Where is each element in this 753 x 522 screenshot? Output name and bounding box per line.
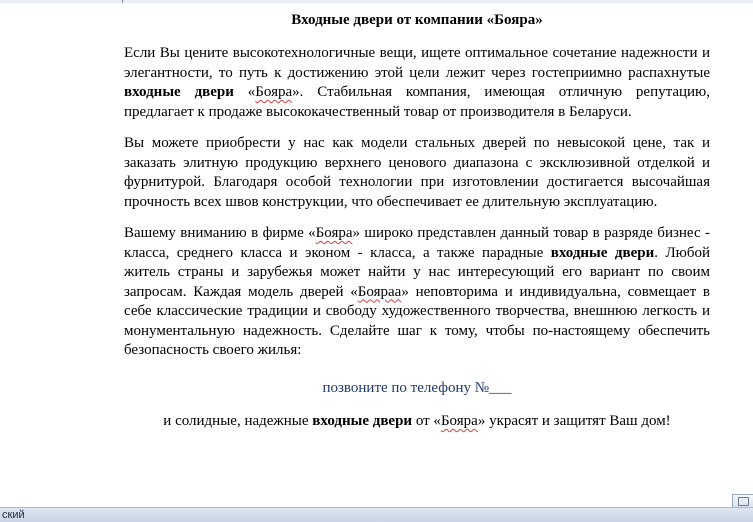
closing-text: и солидные, надежные <box>163 413 313 429</box>
paragraph-1 <box>124 44 710 122</box>
paragraph-3 <box>124 224 710 361</box>
p1-quote-open: « <box>233 84 256 100</box>
closing-bold: входные двери <box>312 413 413 429</box>
closing-text-mid: от « <box>412 413 441 429</box>
p1-text-end: ». Стабильная компания, имеющая отличную репутацию, предлагает к продаже высококачественный товар от производителя в Беларуси. <box>124 84 711 120</box>
p3-brand-2: Бояраа <box>357 283 402 300</box>
top-ruler <box>0 0 753 3</box>
closing-text-end: » украсят и защитят Ваш дом! <box>477 413 671 429</box>
closing-brand: Бояра <box>440 413 478 429</box>
layout-icon <box>738 497 749 506</box>
closing-line <box>94 412 740 432</box>
p3-bold: входные двери <box>550 244 655 261</box>
p1-text: Если Вы цените высокотехнологичные вещи, ищете оптимальное сочетание надежности и элегантности, то путь к достижению этой цели лежит через гостеприимно распахнутые <box>124 45 710 81</box>
p3-text-mid2: . Любой житель страны и зарубежья может найти у нас интересующий его вариант по своим запросам. Каждая модель дверей « <box>124 244 710 300</box>
phone-line: позвоните по телефону №___ <box>322 379 512 396</box>
p3-text-mid: » широко представлен данный товар в разряде бизнес - класса, среднего класса и эконом - класса, а также парадные <box>124 225 710 261</box>
p1-brand: Бояра <box>255 84 293 100</box>
ruler-tick <box>122 0 123 3</box>
p1-bold: входные двери <box>124 84 234 100</box>
document-body[interactable] <box>124 10 710 444</box>
language-indicator[interactable]: ский <box>2 509 25 521</box>
p3-brand: Бояра <box>315 225 353 241</box>
status-bar <box>0 507 753 522</box>
document-title: Входные двери от компании «Бояра» <box>291 12 543 28</box>
p3-text-end: » неповторима и индивидуальна, совмещает в себе классические традиции и свободу художественного творчества, внешнюю легкость и монументальную надежность. Сделайте шаг к тому, чтобы по-настоящему обеспечить безопасность своего жилья: <box>124 283 711 358</box>
p3-text: Вашему вниманию в фирме « <box>124 225 316 241</box>
paragraph-2: Вы можете приобрести у нас как модели стальных дверей по невысокой цене, так и заказать элитную продукцию верхнего ценового диапазона с эксклюзивной отделкой и фурнитурой. Благодаря особой технологии при изготовлении достигается высочайшая прочность всех швов конструкции, что обеспечивает ее длительную эксплуатацию. <box>124 135 710 210</box>
